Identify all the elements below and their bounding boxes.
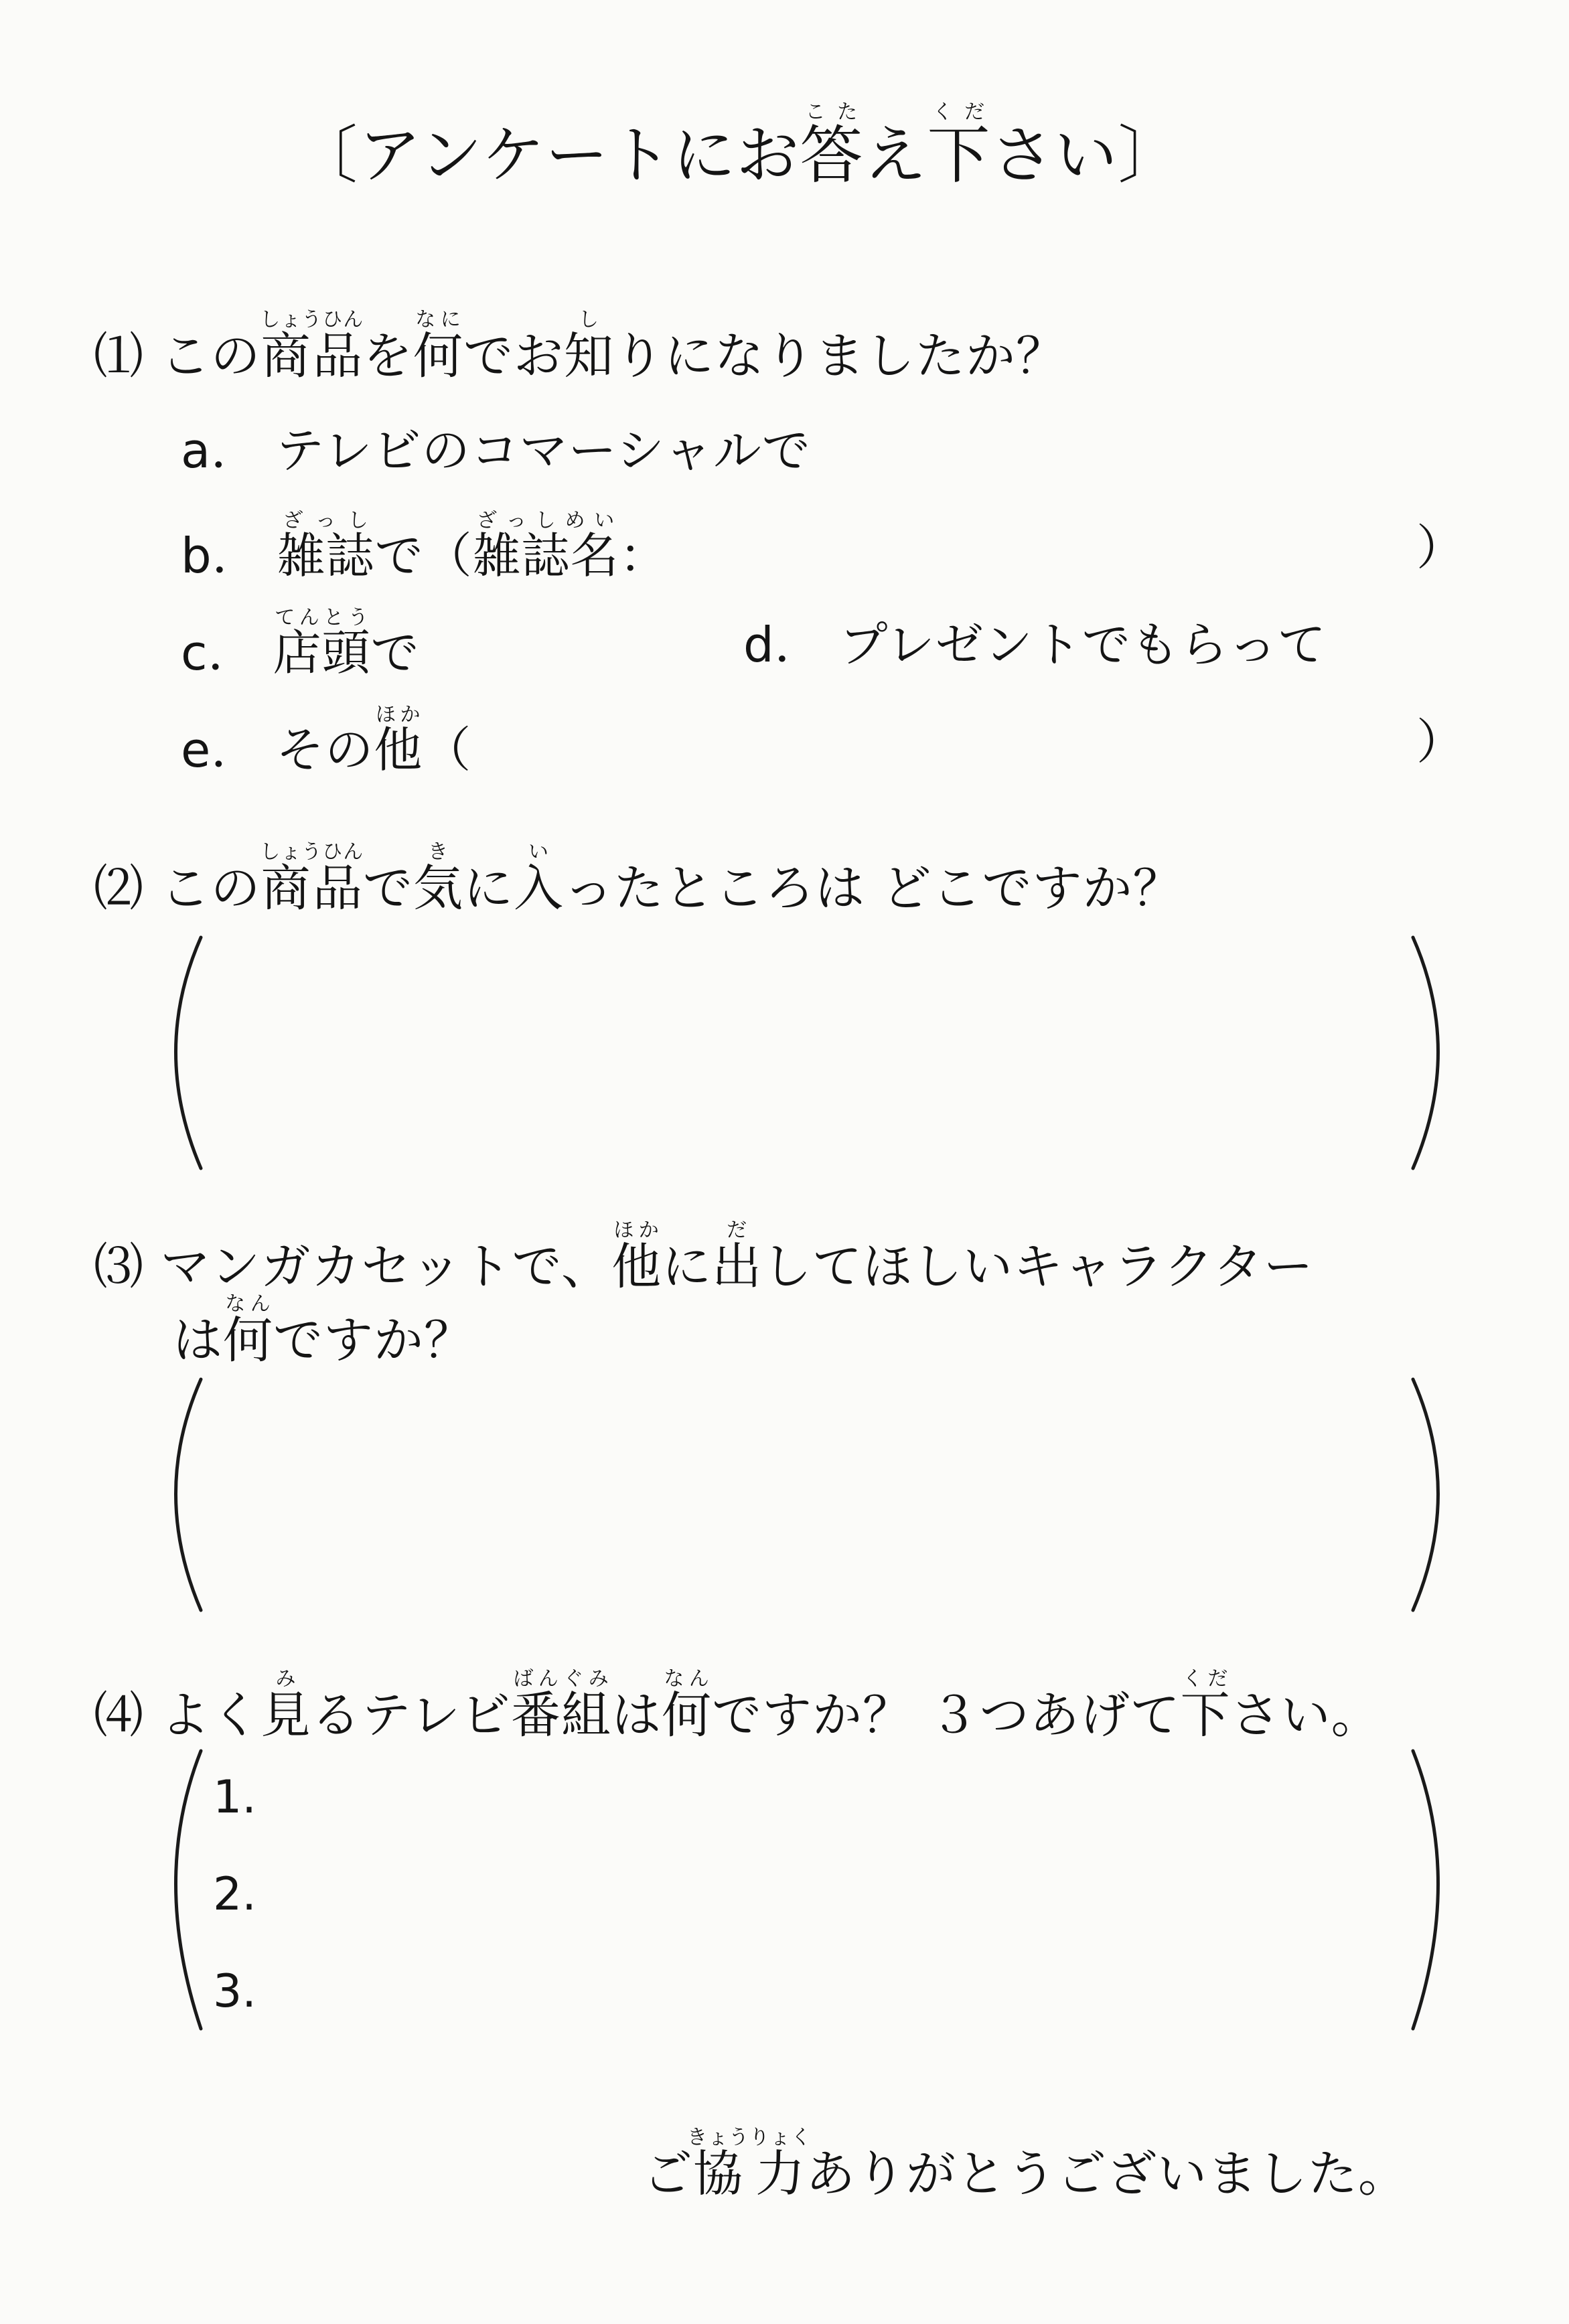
question-number: ⑴ (94, 327, 144, 385)
page-title: 〔アンケートにお答こたえ下ください〕 (295, 100, 1182, 192)
q3-right-bracket (1413, 1379, 1438, 1610)
option-b[interactable]: b． 雑誌ざっしで（雑誌名ざっしめい： (181, 509, 668, 584)
option-e-close-paren: ） (1416, 714, 1466, 770)
question-1: ⑴ この商品しょうひんを何なにでお知しりになりましたか？ (94, 308, 1067, 385)
q4-right-bracket (1413, 1751, 1438, 2029)
q4-left-bracket (176, 1751, 202, 2029)
answer-item-2[interactable]: 2. (213, 1868, 256, 1921)
option-a[interactable]: a． テレビのコマーシャルで (181, 422, 811, 479)
question-3-line-1: ⑶ マンガカセットで、他ほかに出だしてほしいキャラクター (94, 1219, 1314, 1296)
question-number: ⑵ (94, 860, 144, 917)
option-d[interactable]: d． プレゼントでもらって (743, 617, 1327, 673)
question-number: ⑶ (94, 1238, 144, 1296)
option-e[interactable]: e． その他ほか（ (181, 703, 472, 778)
q2-left-bracket (176, 937, 202, 1168)
question-number: ⑷ (94, 1687, 144, 1744)
question-4: ⑷ よく見みるテレビ番組ばんぐみは何なんですか？ ３つあげて下ください。 (94, 1667, 1381, 1744)
answer-item-3[interactable]: 3. (213, 1965, 256, 2018)
answer-item-1[interactable]: 1. (213, 1771, 256, 1824)
question-3-line-2: は何なんですか？ (173, 1292, 474, 1369)
option-c[interactable]: c． 店頭てんとうで (181, 606, 420, 681)
q3-left-bracket (176, 1379, 202, 1610)
q2-right-bracket (1413, 937, 1438, 1168)
option-b-close-paren: ） (1416, 520, 1466, 576)
question-2: ⑵ この商品しょうひんで気きに入いったところは どこですか？ (94, 840, 1183, 917)
thank-you-message: ご協力きょうりょくありがとうございました。 (643, 2126, 1408, 2203)
